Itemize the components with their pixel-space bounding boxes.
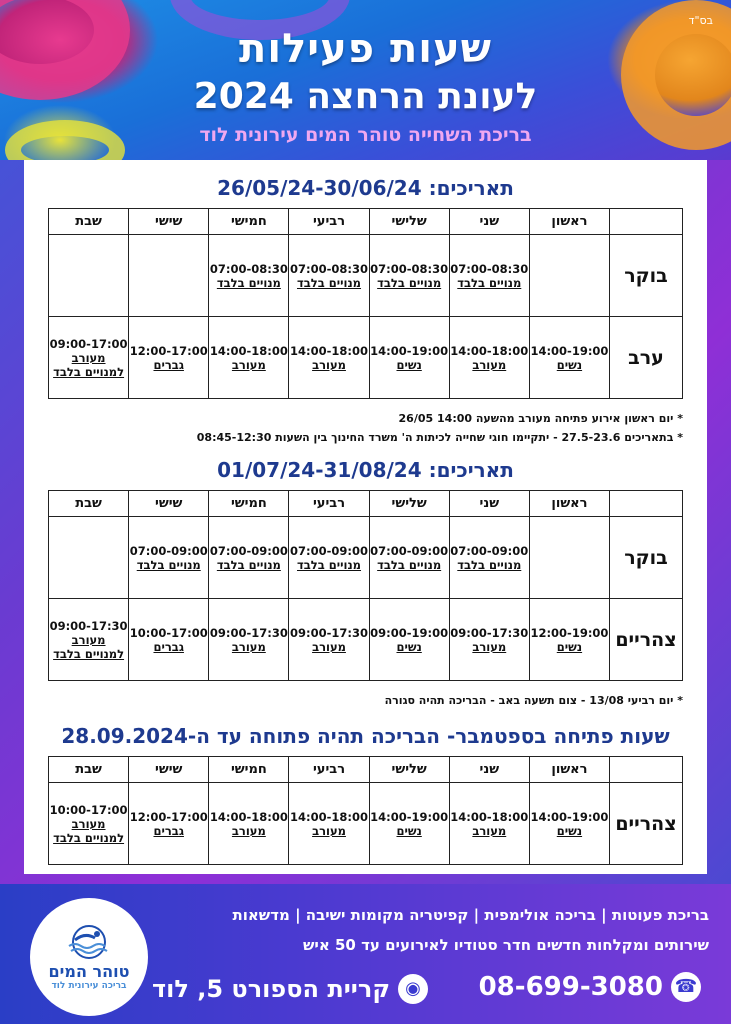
- day-header: רביעי: [289, 491, 369, 517]
- day-header: רביעי: [289, 757, 369, 783]
- cell-time: 09:00-19:00: [370, 625, 449, 640]
- section1-title: תאריכים: 26/05/24-30/06/24: [217, 176, 514, 200]
- schedule-cell: [369, 235, 449, 317]
- cell-time: 10:00-17:00: [129, 625, 208, 640]
- page-subtitle: בריכת השחייה טוהר המים עירונית לוד: [199, 124, 532, 146]
- pool-logo: [30, 898, 148, 1016]
- section2-note-1: * יום רביעי 13/08 - צום תשעה באב - הבריכה תהיה סגורה: [384, 694, 683, 707]
- day-header: שישי: [129, 209, 209, 235]
- day-header: חמישי: [209, 757, 289, 783]
- schedule-cell: [289, 235, 369, 317]
- cell-time: 14:00-18:00: [450, 809, 529, 824]
- schedule-cell: [449, 517, 529, 599]
- day-header: שני: [449, 757, 529, 783]
- footer: [0, 884, 731, 1024]
- cell-note: מנויים בלבד: [136, 557, 201, 572]
- schedule-cell: [49, 599, 129, 681]
- page-title: שעות פעילות: [239, 26, 492, 72]
- row-label: בוקר: [610, 235, 683, 317]
- corner-cell: [610, 209, 683, 235]
- cell-time: 14:00-18:00: [209, 343, 288, 358]
- cell-time: 09:00-17:30: [290, 625, 368, 640]
- cell-time: 09:00-17:30: [450, 625, 529, 640]
- phone-number[interactable]: 08-699-3080: [478, 972, 663, 1002]
- cell-note: מעורב: [472, 639, 507, 654]
- section1-note-2: * בתאריכים 27.5-23.6 - יתקיימו חוגי שחייה לכיתות ה' משרד החינוך בין השעות 08:45-12:30: [196, 431, 683, 444]
- section2-title: תאריכים: 01/07/24-31/08/24: [217, 458, 514, 482]
- schedule-cell: [129, 783, 209, 865]
- day-header: שישי: [129, 491, 209, 517]
- day-header: רביעי: [289, 209, 369, 235]
- cell-time: 14:00-19:00: [370, 343, 449, 358]
- cell-note: מנויים בלבד: [457, 275, 522, 290]
- cell-time: 07:00-08:30: [370, 261, 449, 276]
- schedule-cell: [209, 317, 289, 399]
- cell-note-secondary: למנויים בלבד: [53, 646, 125, 661]
- cell-note: גברים: [153, 639, 184, 654]
- phone-contact[interactable]: [479, 972, 709, 1002]
- table-row: [49, 235, 683, 317]
- schedule-cell: [529, 783, 609, 865]
- day-header: שישי: [129, 757, 209, 783]
- schedule-cell: [129, 317, 209, 399]
- day-header: שני: [449, 209, 529, 235]
- cell-time: 14:00-19:00: [530, 343, 609, 358]
- cell-note-secondary: למנויים בלבד: [53, 830, 125, 845]
- table-header-row: [49, 757, 683, 783]
- cell-time: 12:00-17:00: [129, 809, 208, 824]
- schedule-cell: [289, 317, 369, 399]
- logo-subtitle: בריכה עירונית לוד: [51, 980, 127, 991]
- address-contact: [152, 974, 436, 1004]
- schedule-cell: [129, 599, 209, 681]
- cell-note: מעורב: [312, 823, 346, 838]
- schedule-cell: [449, 783, 529, 865]
- schedule-cell: [529, 599, 609, 681]
- cell-time: 07:00-09:00: [209, 543, 288, 558]
- cell-time: 07:00-09:00: [450, 543, 529, 558]
- cell-note: מנויים בלבד: [216, 557, 281, 572]
- schedule-cell: [449, 599, 529, 681]
- table-header-row: [49, 491, 683, 517]
- cell-note: מנויים בלבד: [297, 557, 362, 572]
- row-label: צהריים: [610, 783, 683, 865]
- day-header: ראשון: [529, 209, 609, 235]
- day-header: שבת: [49, 757, 129, 783]
- table-header-row: [49, 209, 683, 235]
- cell-time: 14:00-19:00: [530, 809, 609, 824]
- cell-time: 14:00-19:00: [370, 809, 449, 824]
- cell-time: 09:00-17:00: [49, 336, 128, 351]
- schedule-cell: [369, 317, 449, 399]
- cell-time: 07:00-09:00: [290, 543, 368, 558]
- cell-time: 14:00-18:00: [209, 809, 288, 824]
- address-text: קריית הספורט 5, לוד: [152, 975, 390, 1003]
- schedule-cell: [49, 517, 129, 599]
- cell-time: 14:00-18:00: [290, 343, 368, 358]
- schedule-panel: [24, 160, 707, 874]
- row-label: בוקר: [610, 517, 683, 599]
- cell-time: 09:00-17:30: [209, 625, 288, 640]
- schedule-cell: [369, 599, 449, 681]
- schedule-cell: [289, 783, 369, 865]
- cell-note: מעורב: [71, 350, 106, 365]
- cell-time: 09:00-17:30: [49, 618, 128, 633]
- cell-note: מעורב: [231, 357, 266, 372]
- schedule-cell: [289, 517, 369, 599]
- cell-time: 07:00-08:30: [209, 261, 288, 276]
- cell-note: מעורב: [71, 816, 106, 831]
- header-banner: [0, 0, 731, 160]
- footer-facilities: שירותים ומקלחות חדשים חדר סטודיו לאירועים עד 50 איש: [303, 936, 709, 954]
- swimmer-icon: [59, 924, 119, 960]
- cell-note: מנויים בלבד: [216, 275, 281, 290]
- cell-time: 07:00-08:30: [450, 261, 529, 276]
- table-row: [49, 317, 683, 399]
- corner-cell: [610, 757, 683, 783]
- row-label: צהריים: [610, 599, 683, 681]
- schedule-cell: [529, 317, 609, 399]
- cell-note: נשים: [396, 639, 422, 654]
- schedule-cell: [529, 235, 609, 317]
- bsd-mark: בס"ד: [688, 14, 713, 27]
- cell-time: 07:00-09:00: [370, 543, 449, 558]
- cell-time: 12:00-17:00: [129, 343, 208, 358]
- footer-amenities: בריכת פעוטות | בריכה אולימפית | קפיטריה מקומות ישיבה | מדשאות: [232, 906, 709, 924]
- schedule-cell: [209, 783, 289, 865]
- day-header: שני: [449, 491, 529, 517]
- schedule-cell: [449, 317, 529, 399]
- cell-note: גברים: [153, 823, 184, 838]
- schedule-cell: [129, 235, 209, 317]
- schedule-table-1: [48, 208, 683, 399]
- cell-note: מעורב: [312, 357, 346, 372]
- schedule-cell: [369, 783, 449, 865]
- cell-note: מנויים בלבד: [377, 557, 442, 572]
- schedule-cell: [369, 517, 449, 599]
- schedule-table-3: [48, 756, 683, 865]
- section3-title: שעות פתיחה בספטמבר- הבריכה תהיה פתוחה עד ה-28.09.2024: [61, 724, 670, 748]
- day-header: חמישי: [209, 491, 289, 517]
- schedule-cell: [529, 517, 609, 599]
- schedule-cell: [49, 235, 129, 317]
- cell-note: מעורב: [231, 639, 266, 654]
- cell-note: מעורב: [231, 823, 266, 838]
- cell-note: מעורב: [472, 357, 507, 372]
- cell-note: נשים: [396, 823, 422, 838]
- row-label: ערב: [610, 317, 683, 399]
- cell-note-secondary: למנויים בלבד: [53, 364, 125, 379]
- schedule-cell: [449, 235, 529, 317]
- cell-time: 07:00-08:30: [290, 261, 368, 276]
- cell-time: 10:00-17:00: [49, 802, 128, 817]
- schedule-cell: [289, 599, 369, 681]
- schedule-cell: [209, 599, 289, 681]
- schedule-cell: [209, 517, 289, 599]
- day-header: שבת: [49, 491, 129, 517]
- cell-note: נשים: [556, 639, 583, 654]
- cell-note: מנויים בלבד: [377, 275, 442, 290]
- cell-note: מעורב: [71, 632, 106, 647]
- cell-time: 12:00-19:00: [530, 625, 609, 640]
- cell-time: 07:00-09:00: [129, 543, 208, 558]
- cell-note: גברים: [153, 357, 184, 372]
- schedule-table-2: [48, 490, 683, 681]
- corner-cell: [610, 491, 683, 517]
- day-header: שלישי: [369, 757, 449, 783]
- location-pin-icon: ◉: [398, 974, 428, 1004]
- cell-note: מנויים בלבד: [297, 275, 362, 290]
- table-row: [49, 517, 683, 599]
- cell-note: נשים: [556, 823, 583, 838]
- page-title-line2: לעונת הרחצה 2024: [193, 76, 538, 117]
- schedule-cell: [49, 317, 129, 399]
- schedule-cell: [209, 235, 289, 317]
- schedule-cell: [129, 517, 209, 599]
- day-header: שלישי: [369, 209, 449, 235]
- phone-icon: ☎: [671, 972, 701, 1002]
- logo-name: טוהר המים: [48, 961, 130, 981]
- table-row: [49, 599, 683, 681]
- day-header: שבת: [49, 209, 129, 235]
- cell-note: מעורב: [312, 639, 346, 654]
- cell-note: נשים: [396, 357, 422, 372]
- schedule-cell: [49, 783, 129, 865]
- day-header: ראשון: [529, 491, 609, 517]
- day-header: ראשון: [529, 757, 609, 783]
- cell-note: מעורב: [472, 823, 507, 838]
- cell-note: מנויים בלבד: [457, 557, 522, 572]
- day-header: חמישי: [209, 209, 289, 235]
- table-row: [49, 783, 683, 865]
- cell-time: 14:00-18:00: [450, 343, 529, 358]
- cell-note: נשים: [556, 357, 583, 372]
- cell-time: 14:00-18:00: [290, 809, 368, 824]
- section1-note-1: * יום ראשון אירוע פתיחה מעורב מהשעה 14:00 26/05: [398, 412, 683, 425]
- day-header: שלישי: [369, 491, 449, 517]
